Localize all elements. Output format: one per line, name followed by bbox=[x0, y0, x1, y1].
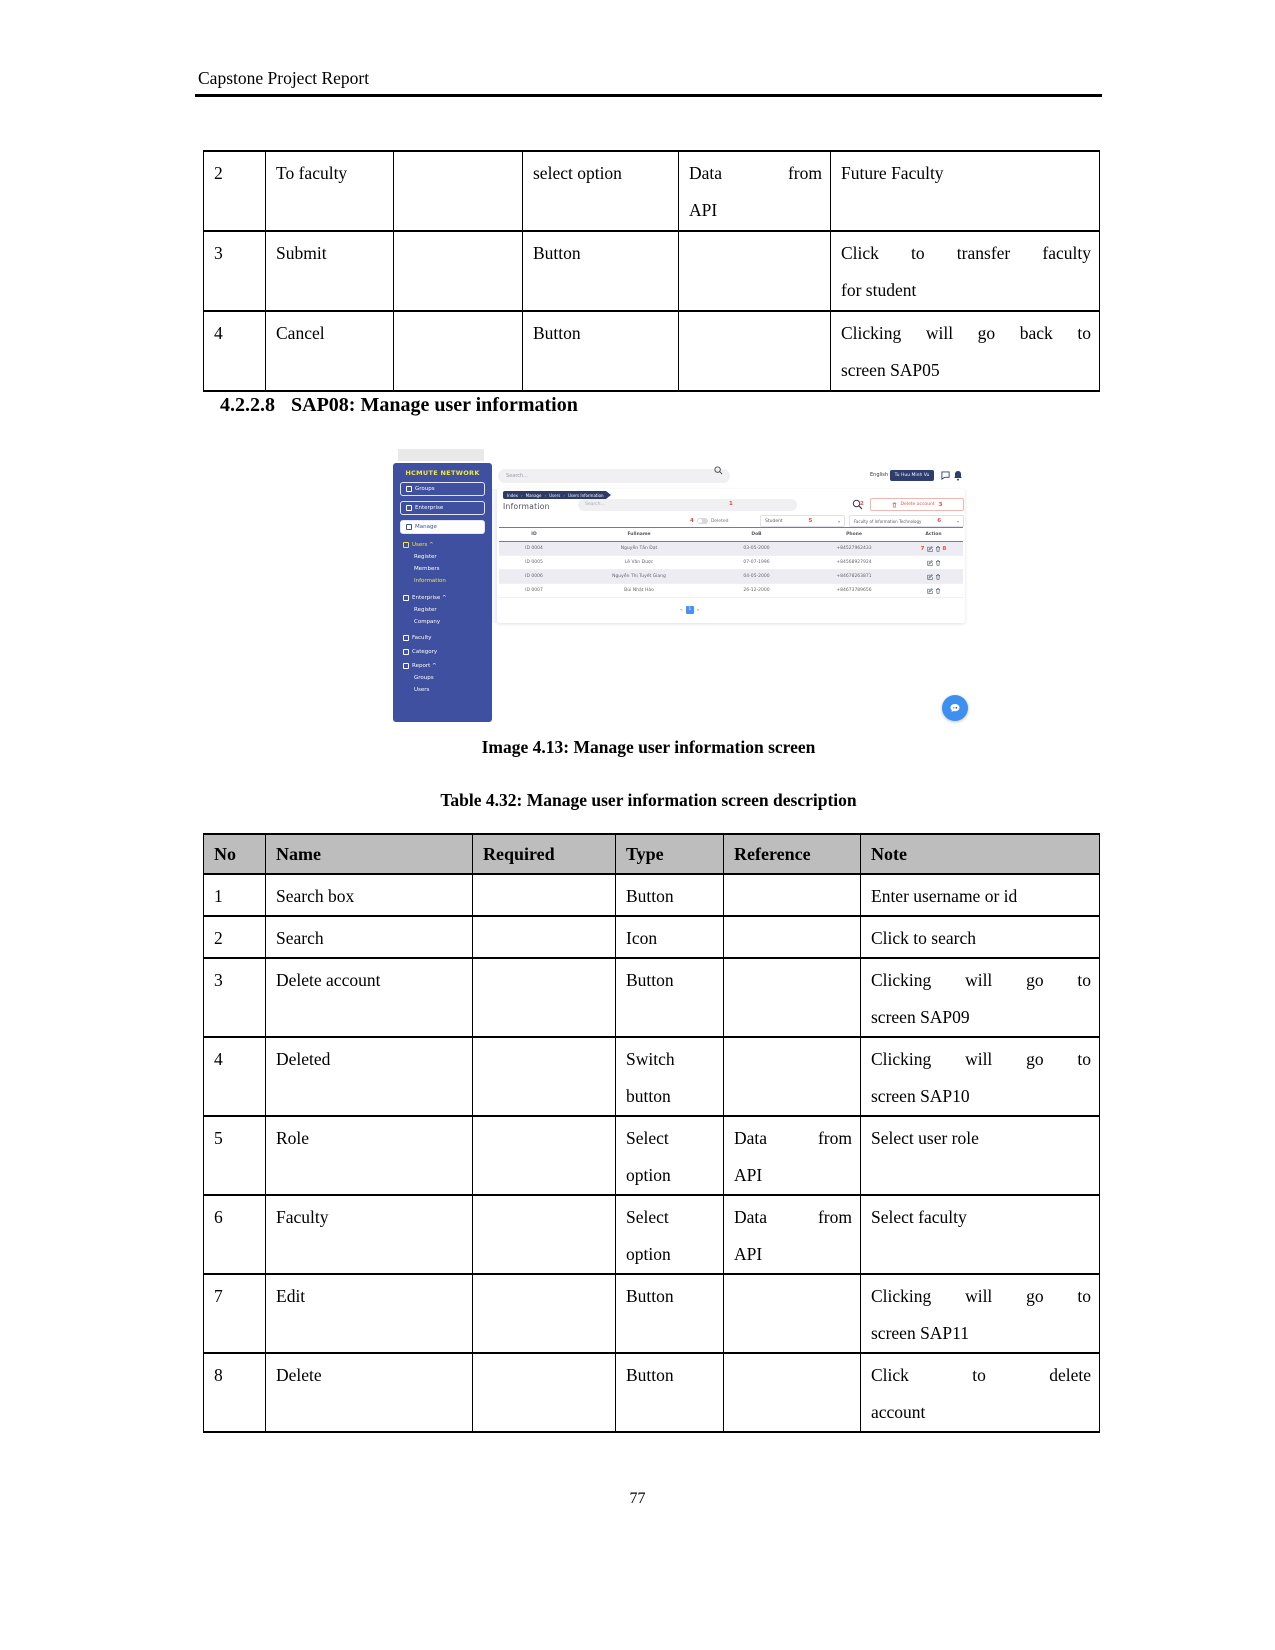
cell-no: 3 bbox=[204, 231, 266, 311]
cell-reference bbox=[724, 958, 861, 1037]
table-row: ID 0005 Lê Văn Được 07-07-1996 +84568927924 bbox=[499, 556, 963, 570]
sidebar-item-users-members[interactable]: Members bbox=[414, 566, 440, 572]
cell-reference bbox=[724, 874, 861, 916]
table-row bbox=[204, 874, 1100, 916]
cell-required bbox=[394, 311, 523, 391]
chevron-right-icon: › bbox=[521, 492, 523, 498]
cell-name: Delete bbox=[266, 1353, 473, 1432]
deleted-toggle[interactable]: 4 Deleted bbox=[690, 518, 729, 524]
cell-note: Enter username or id bbox=[861, 874, 1100, 916]
cell-reference: Data from API bbox=[724, 1116, 861, 1195]
cell-no: 6 bbox=[204, 1195, 266, 1274]
sidebar bbox=[393, 463, 492, 722]
continuation-table bbox=[203, 150, 1100, 392]
page-1-button[interactable]: 1 bbox=[686, 606, 694, 614]
cell-required bbox=[473, 916, 616, 958]
enterprise-icon bbox=[406, 505, 412, 511]
delete-icon[interactable] bbox=[935, 560, 941, 566]
messages-icon[interactable] bbox=[941, 471, 950, 480]
cell-name: Delete account bbox=[266, 958, 473, 1037]
cell-required bbox=[394, 151, 523, 231]
sidebar-item-groups[interactable]: Groups bbox=[400, 482, 485, 496]
brand-logo: HCMUTE NETWORK bbox=[405, 469, 480, 477]
language-selector[interactable]: English bbox=[870, 472, 889, 478]
delete-icon[interactable] bbox=[935, 574, 941, 580]
browser-strip bbox=[398, 449, 484, 461]
table-row bbox=[204, 1195, 1100, 1274]
sidebar-item-enterprise-register[interactable]: Register bbox=[414, 607, 437, 613]
cell-no: 5 bbox=[204, 1116, 266, 1195]
user-name-badge[interactable]: Tu Huu Minh Vu bbox=[890, 470, 934, 481]
sidebar-item-faculty[interactable]: Faculty bbox=[403, 635, 492, 641]
cell-name: Submit bbox=[266, 231, 394, 311]
section-heading bbox=[220, 394, 578, 417]
table-row bbox=[204, 1274, 1100, 1353]
manage-user-screenshot bbox=[393, 449, 973, 722]
cell-required bbox=[473, 1116, 616, 1195]
cell-note: Click to delete account bbox=[861, 1353, 1100, 1432]
running-header: Capstone Project Report bbox=[198, 68, 370, 88]
faculty-select[interactable]: Faculty of Information Technology 6 ▾ bbox=[849, 515, 964, 527]
sidebar-item-report-users[interactable]: Users bbox=[414, 687, 430, 693]
sidebar-item-report-groups[interactable]: Groups bbox=[414, 675, 434, 681]
annotation-4: 4 bbox=[690, 518, 694, 524]
cell-note: Select user role bbox=[861, 1116, 1100, 1195]
cell-reference: Data from API bbox=[724, 1195, 861, 1274]
annotation-1: 1 bbox=[729, 501, 733, 507]
cell-type: Select option bbox=[616, 1116, 724, 1195]
cell-reference bbox=[724, 1274, 861, 1353]
delete-icon[interactable] bbox=[935, 588, 941, 594]
cell-type: Select option bbox=[616, 1195, 724, 1274]
section-title: SAP08: Manage user information bbox=[291, 394, 578, 416]
cell-no: 4 bbox=[204, 1037, 266, 1116]
sidebar-item-users-information[interactable]: Information bbox=[414, 578, 446, 584]
cell-name: Search bbox=[266, 916, 473, 958]
cell-type: Icon bbox=[616, 916, 724, 958]
table-row bbox=[204, 1116, 1100, 1195]
cell-type: Button bbox=[523, 311, 679, 391]
cell-reference: Data from API bbox=[679, 151, 831, 231]
cell-name: To faculty bbox=[266, 151, 394, 231]
cell-reference bbox=[724, 916, 861, 958]
cell-reference bbox=[679, 231, 831, 311]
sidebar-item-manage[interactable]: Manage bbox=[400, 520, 485, 534]
cell-name: Faculty bbox=[266, 1195, 473, 1274]
table-row bbox=[204, 916, 1100, 958]
image-caption: Image 4.13: Manage user information screen bbox=[481, 737, 816, 757]
cell-note: Clicking will go to screen SAP10 bbox=[861, 1037, 1100, 1116]
cell-reference bbox=[724, 1353, 861, 1432]
table-header-row: No Name Required Type Reference Note bbox=[204, 834, 1100, 874]
table-row: ID 0007 Bùi Nhật Hào 26-12-2000 +84673789656 bbox=[499, 584, 963, 598]
next-page-button[interactable]: » bbox=[696, 607, 700, 613]
table-row bbox=[204, 231, 1100, 311]
cell-no: 8 bbox=[204, 1353, 266, 1432]
table-row bbox=[204, 151, 1100, 231]
sidebar-section-report[interactable]: Report ^ bbox=[403, 663, 492, 669]
report-icon bbox=[403, 663, 409, 669]
cell-note: Clicking will go back to screen SAP05 bbox=[831, 311, 1100, 391]
cell-no: 4 bbox=[204, 311, 266, 391]
cell-no: 1 bbox=[204, 874, 266, 916]
description-table bbox=[203, 833, 1100, 1433]
content-card bbox=[497, 489, 965, 623]
annotation-6: 6 bbox=[937, 518, 942, 524]
edit-icon[interactable] bbox=[927, 560, 933, 566]
sidebar-item-category[interactable]: Category bbox=[403, 649, 492, 655]
cell-required bbox=[473, 958, 616, 1037]
cell-required bbox=[473, 874, 616, 916]
user-search-input[interactable]: Search... bbox=[578, 499, 797, 511]
cell-required bbox=[473, 1037, 616, 1116]
delete-account-button[interactable]: Delete account 3 bbox=[870, 498, 964, 511]
cell-note: Future Faculty bbox=[831, 151, 1100, 231]
notifications-bell-icon[interactable] bbox=[953, 470, 963, 481]
edit-icon[interactable] bbox=[927, 574, 933, 580]
cell-required bbox=[394, 231, 523, 311]
switch-icon[interactable] bbox=[697, 518, 708, 524]
user-table bbox=[499, 527, 963, 598]
category-icon bbox=[403, 649, 409, 655]
cell-no: 7 bbox=[204, 1274, 266, 1353]
table-row bbox=[204, 958, 1100, 1037]
faculty-icon bbox=[403, 635, 409, 641]
cell-note: Click to search bbox=[861, 916, 1100, 958]
trash-icon bbox=[892, 502, 897, 508]
annotation-8: 8 bbox=[942, 545, 947, 552]
cell-name: Search box bbox=[266, 874, 473, 916]
annotation-7: 7 bbox=[920, 545, 925, 552]
cell-required bbox=[473, 1274, 616, 1353]
sidebar-item-users-register[interactable]: Register bbox=[414, 554, 437, 560]
cell-name: Edit bbox=[266, 1274, 473, 1353]
sidebar-section-users[interactable]: Users ^ bbox=[403, 542, 492, 548]
users-icon bbox=[403, 542, 409, 548]
cell-name: Cancel bbox=[266, 311, 394, 391]
cell-name: Deleted bbox=[266, 1037, 473, 1116]
header-rule bbox=[195, 94, 1102, 97]
cell-note: Click to transfer faculty for student bbox=[831, 231, 1100, 311]
table-caption: Table 4.32: Manage user information screen description bbox=[440, 790, 857, 810]
sidebar-section-enterprise[interactable]: Enterprise ^ bbox=[403, 595, 492, 601]
search-icon[interactable] bbox=[714, 466, 723, 475]
edit-icon[interactable] bbox=[927, 588, 933, 594]
chevron-right-icon: › bbox=[544, 492, 547, 498]
cell-type: Button bbox=[616, 1274, 724, 1353]
cell-note: Clicking will go to screen SAP09 bbox=[861, 958, 1100, 1037]
table-row bbox=[204, 311, 1100, 391]
cell-type: Switch button bbox=[616, 1037, 724, 1116]
chevron-down-icon: ▾ bbox=[837, 518, 840, 524]
pagination bbox=[680, 606, 700, 614]
building-icon bbox=[403, 595, 409, 601]
section-number: 4.2.2.8 bbox=[220, 394, 275, 416]
edit-icon[interactable] bbox=[927, 546, 933, 552]
page-number: 77 bbox=[629, 1490, 646, 1507]
top-bar bbox=[492, 463, 965, 490]
page-title: Information bbox=[503, 502, 550, 511]
annotation-2: 2 bbox=[860, 501, 864, 507]
annotation-5: 5 bbox=[808, 518, 813, 524]
cell-reference bbox=[724, 1037, 861, 1116]
role-select[interactable]: Student 5 ▾ bbox=[760, 515, 845, 527]
cell-type: Button bbox=[616, 958, 724, 1037]
table-row: ID 0004 Nguyễn Tấn Đạt 03-05-2000 +84527962433 7 8 bbox=[499, 542, 963, 556]
delete-icon[interactable] bbox=[935, 546, 941, 552]
cell-type: Button bbox=[616, 874, 724, 916]
table-row bbox=[204, 1353, 1100, 1432]
table-row: ID 0006 Nguyễn Thị Tuyết Giang 04-05-2000 +84678263871 bbox=[499, 570, 963, 584]
prev-page-button[interactable]: « bbox=[680, 607, 683, 613]
table-header-row: ID Fullname DoB Phone Action bbox=[499, 528, 963, 542]
cell-required bbox=[473, 1195, 616, 1274]
chevron-down-icon: ▾ bbox=[956, 518, 959, 524]
chat-fab-icon[interactable] bbox=[942, 695, 968, 721]
cell-note: Select faculty bbox=[861, 1195, 1100, 1274]
cell-type: Button bbox=[616, 1353, 724, 1432]
table-row bbox=[204, 1037, 1100, 1116]
cell-type: Button bbox=[523, 231, 679, 311]
breadcrumb[interactable]: Index › Manage › Users › Users Information bbox=[503, 491, 606, 499]
cell-reference bbox=[679, 311, 831, 391]
sidebar-item-enterprise-company[interactable]: Company bbox=[414, 619, 441, 625]
cell-no: 3 bbox=[204, 958, 266, 1037]
cell-required bbox=[473, 1353, 616, 1432]
global-search-input[interactable]: Search... bbox=[498, 469, 730, 483]
cell-name: Role bbox=[266, 1116, 473, 1195]
chevron-right-icon: › bbox=[563, 492, 565, 498]
annotation-3: 3 bbox=[938, 501, 943, 508]
sidebar-item-enterprise[interactable]: Enterprise bbox=[400, 501, 485, 515]
cell-type: select option bbox=[523, 151, 679, 231]
cell-no: 2 bbox=[204, 151, 266, 231]
groups-icon bbox=[406, 486, 412, 492]
cell-no: 2 bbox=[204, 916, 266, 958]
cell-note: Clicking will go to screen SAP11 bbox=[861, 1274, 1100, 1353]
manage-icon bbox=[406, 524, 412, 530]
